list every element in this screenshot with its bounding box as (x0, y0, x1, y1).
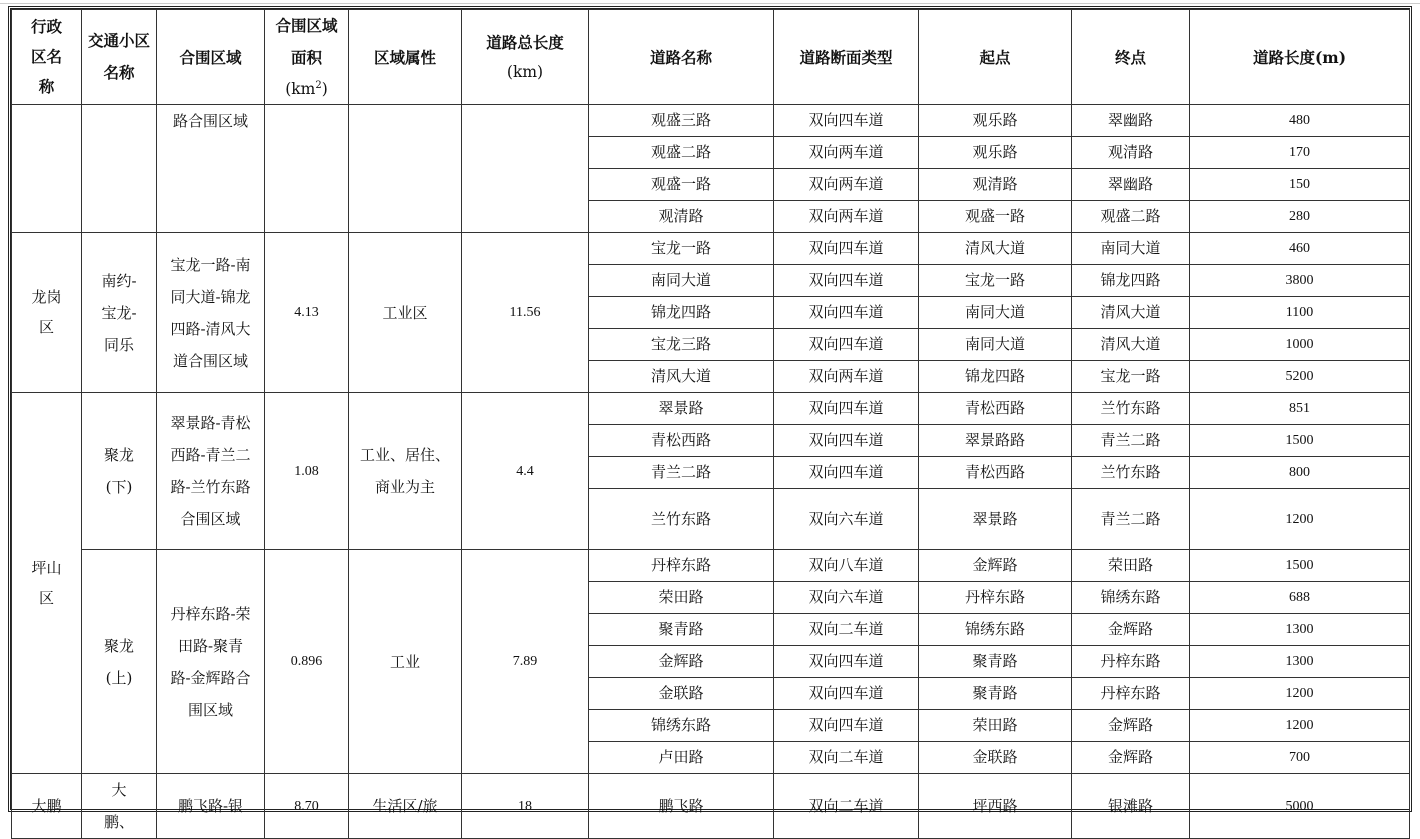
road-length-cell: 1300 (1190, 614, 1410, 646)
end-point-cell: 银滩路 (1072, 774, 1190, 839)
district-cell: 坪山区 (12, 393, 82, 774)
area-type-cell: 工业区 (349, 233, 462, 393)
road-length-cell: 5200 (1190, 361, 1410, 393)
road-name-cell: 观盛二路 (589, 137, 774, 169)
end-point-cell: 翠幽路 (1072, 105, 1190, 137)
header-district: 行政区名称 (12, 10, 82, 105)
road-length-cell: 3800 (1190, 265, 1410, 297)
end-point-cell: 南同大道 (1072, 233, 1190, 265)
end-point-cell: 锦绣东路 (1072, 582, 1190, 614)
end-point-cell: 青兰二路 (1072, 489, 1190, 550)
road-name-cell: 金联路 (589, 678, 774, 710)
total-length-cell: 18 (462, 774, 589, 839)
road-length-cell: 460 (1190, 233, 1410, 265)
start-point-cell: 丹梓东路 (919, 582, 1072, 614)
section-type-cell: 双向二车道 (774, 774, 919, 839)
road-name-cell: 兰竹东路 (589, 489, 774, 550)
district-cell: 大鹏 (12, 774, 82, 839)
area-size-cell: 1.08 (265, 393, 349, 550)
start-point-cell: 翠景路 (919, 489, 1072, 550)
start-point-cell: 锦龙四路 (919, 361, 1072, 393)
area-size-cell: 0.896 (265, 550, 349, 774)
section-type-cell: 双向四车道 (774, 265, 919, 297)
start-point-cell: 锦绣东路 (919, 614, 1072, 646)
section-type-cell: 双向四车道 (774, 678, 919, 710)
header-road-length: 道路长度(m) (1190, 10, 1410, 105)
end-point-cell: 金辉路 (1072, 614, 1190, 646)
road-name-cell: 宝龙三路 (589, 329, 774, 361)
road-length-cell: 280 (1190, 201, 1410, 233)
section-type-cell: 双向四车道 (774, 457, 919, 489)
start-point-cell: 清风大道 (919, 233, 1072, 265)
table-row (12, 774, 1410, 839)
section-type-cell: 双向四车道 (774, 105, 919, 137)
end-point-cell: 清风大道 (1072, 329, 1190, 361)
section-type-cell: 双向四车道 (774, 329, 919, 361)
table-row (12, 393, 1410, 425)
section-type-cell: 双向四车道 (774, 233, 919, 265)
traffic-zone-cell: 聚龙(上) (82, 550, 157, 774)
district-cell: 龙岗区 (12, 233, 82, 393)
end-point-cell: 青兰二路 (1072, 425, 1190, 457)
road-name-cell: 南同大道 (589, 265, 774, 297)
end-point-cell: 金辉路 (1072, 742, 1190, 774)
road-length-cell: 700 (1190, 742, 1410, 774)
road-name-cell: 金辉路 (589, 646, 774, 678)
traffic-zone-cell (82, 105, 157, 233)
road-name-cell: 宝龙一路 (589, 233, 774, 265)
road-name-cell: 观盛一路 (589, 169, 774, 201)
enclosed-area-cell: 宝龙一路-南同大道-锦龙四路-清风大道合围区域 (157, 233, 265, 393)
traffic-zone-cell: 大鹏、 (82, 774, 157, 839)
start-point-cell: 聚青路 (919, 646, 1072, 678)
area-type-cell: 生活区/旅 (349, 774, 462, 839)
table-row (12, 105, 1410, 137)
end-point-cell: 兰竹东路 (1072, 457, 1190, 489)
end-point-cell: 清风大道 (1072, 297, 1190, 329)
road-length-cell: 1500 (1190, 425, 1410, 457)
road-length-cell: 1100 (1190, 297, 1410, 329)
section-type-cell: 双向六车道 (774, 489, 919, 550)
road-name-cell: 清风大道 (589, 361, 774, 393)
section-type-cell: 双向四车道 (774, 425, 919, 457)
start-point-cell: 观乐路 (919, 137, 1072, 169)
start-point-cell: 观盛一路 (919, 201, 1072, 233)
road-length-cell: 150 (1190, 169, 1410, 201)
road-length-cell: 5000 (1190, 774, 1410, 839)
start-point-cell: 青松西路 (919, 457, 1072, 489)
area-size-cell (265, 105, 349, 233)
header-area-size: 合围区域面积 $(km^2)$ (265, 10, 349, 105)
section-type-cell: 双向八车道 (774, 550, 919, 582)
enclosed-area-cell: 路合围区域 (157, 105, 265, 233)
total-length-cell (462, 105, 589, 233)
total-length-cell: 7.89 (462, 550, 589, 774)
traffic-zone-cell: 聚龙(下) (82, 393, 157, 550)
end-point-cell: 兰竹东路 (1072, 393, 1190, 425)
traffic-zone-cell: 南约-宝龙-同乐 (82, 233, 157, 393)
start-point-cell: 南同大道 (919, 329, 1072, 361)
road-name-cell: 鹏飞路 (589, 774, 774, 839)
header-area-type: 区域属性 (349, 10, 462, 105)
road-table (11, 9, 1410, 839)
section-type-cell: 双向两车道 (774, 169, 919, 201)
end-point-cell: 锦龙四路 (1072, 265, 1190, 297)
road-length-cell: 1200 (1190, 489, 1410, 550)
section-type-cell: 双向六车道 (774, 582, 919, 614)
start-point-cell: 金辉路 (919, 550, 1072, 582)
header-row (12, 10, 1410, 105)
enclosed-area-cell: 丹梓东路-荣田路-聚青路-金辉路合围区域 (157, 550, 265, 774)
area-size-cell: 8.70 (265, 774, 349, 839)
enclosed-area-cell: 鹏飞路-银 (157, 774, 265, 839)
start-point-cell: 坪西路 (919, 774, 1072, 839)
start-point-cell: 观清路 (919, 169, 1072, 201)
road-name-cell: 翠景路 (589, 393, 774, 425)
road-name-cell: 聚青路 (589, 614, 774, 646)
road-length-cell: 1000 (1190, 329, 1410, 361)
end-point-cell: 宝龙一路 (1072, 361, 1190, 393)
road-length-cell: 800 (1190, 457, 1410, 489)
header-road-name: 道路名称 (589, 10, 774, 105)
road-name-cell: 荣田路 (589, 582, 774, 614)
area-type-cell (349, 105, 462, 233)
header-section-type: 道路断面类型 (774, 10, 919, 105)
table-row (12, 550, 1410, 582)
start-point-cell: 南同大道 (919, 297, 1072, 329)
section-type-cell: 双向二车道 (774, 614, 919, 646)
road-length-cell: 851 (1190, 393, 1410, 425)
section-type-cell: 双向四车道 (774, 297, 919, 329)
header-total-length: 道路总长度 (km) (462, 10, 589, 105)
start-point-cell: 聚青路 (919, 678, 1072, 710)
end-point-cell: 金辉路 (1072, 710, 1190, 742)
road-length-cell: 1300 (1190, 646, 1410, 678)
end-point-cell: 观清路 (1072, 137, 1190, 169)
start-point-cell: 观乐路 (919, 105, 1072, 137)
end-point-cell: 荣田路 (1072, 550, 1190, 582)
enclosed-area-cell: 翠景路-青松西路-青兰二路-兰竹东路合围区域 (157, 393, 265, 550)
start-point-cell: 金联路 (919, 742, 1072, 774)
end-point-cell: 翠幽路 (1072, 169, 1190, 201)
area-type-cell: 工业 (349, 550, 462, 774)
road-length-cell: 1200 (1190, 710, 1410, 742)
road-name-cell: 卢田路 (589, 742, 774, 774)
start-point-cell: 荣田路 (919, 710, 1072, 742)
road-length-cell: 1500 (1190, 550, 1410, 582)
section-type-cell: 双向两车道 (774, 137, 919, 169)
road-name-cell: 青松西路 (589, 425, 774, 457)
total-length-cell: 11.56 (462, 233, 589, 393)
header-traffic-zone: 交通小区名称 (82, 10, 157, 105)
start-point-cell: 宝龙一路 (919, 265, 1072, 297)
area-type-cell: 工业、居住、商业为主 (349, 393, 462, 550)
road-name-cell: 观清路 (589, 201, 774, 233)
road-name-cell: 观盛三路 (589, 105, 774, 137)
total-length-cell: 4.4 (462, 393, 589, 550)
road-table-body (12, 105, 1410, 839)
section-type-cell: 双向两车道 (774, 201, 919, 233)
road-name-cell: 锦绣东路 (589, 710, 774, 742)
header-start: 起点 (919, 10, 1072, 105)
road-length-cell: 1200 (1190, 678, 1410, 710)
section-type-cell: 双向四车道 (774, 710, 919, 742)
end-point-cell: 丹梓东路 (1072, 678, 1190, 710)
road-name-cell: 丹梓东路 (589, 550, 774, 582)
road-length-cell: 688 (1190, 582, 1410, 614)
road-length-cell: 480 (1190, 105, 1410, 137)
road-length-cell: 170 (1190, 137, 1410, 169)
district-cell (12, 105, 82, 233)
section-type-cell: 双向两车道 (774, 361, 919, 393)
header-enclosed-area: 合围区域 (157, 10, 265, 105)
end-point-cell: 丹梓东路 (1072, 646, 1190, 678)
page-top-rule (0, 0, 1420, 4)
road-name-cell: 青兰二路 (589, 457, 774, 489)
start-point-cell: 青松西路 (919, 393, 1072, 425)
header-end: 终点 (1072, 10, 1190, 105)
section-type-cell: 双向四车道 (774, 646, 919, 678)
road-name-cell: 锦龙四路 (589, 297, 774, 329)
area-size-cell: 4.13 (265, 233, 349, 393)
section-type-cell: 双向二车道 (774, 742, 919, 774)
section-type-cell: 双向四车道 (774, 393, 919, 425)
end-point-cell: 观盛二路 (1072, 201, 1190, 233)
table-row (12, 233, 1410, 265)
start-point-cell: 翠景路路 (919, 425, 1072, 457)
